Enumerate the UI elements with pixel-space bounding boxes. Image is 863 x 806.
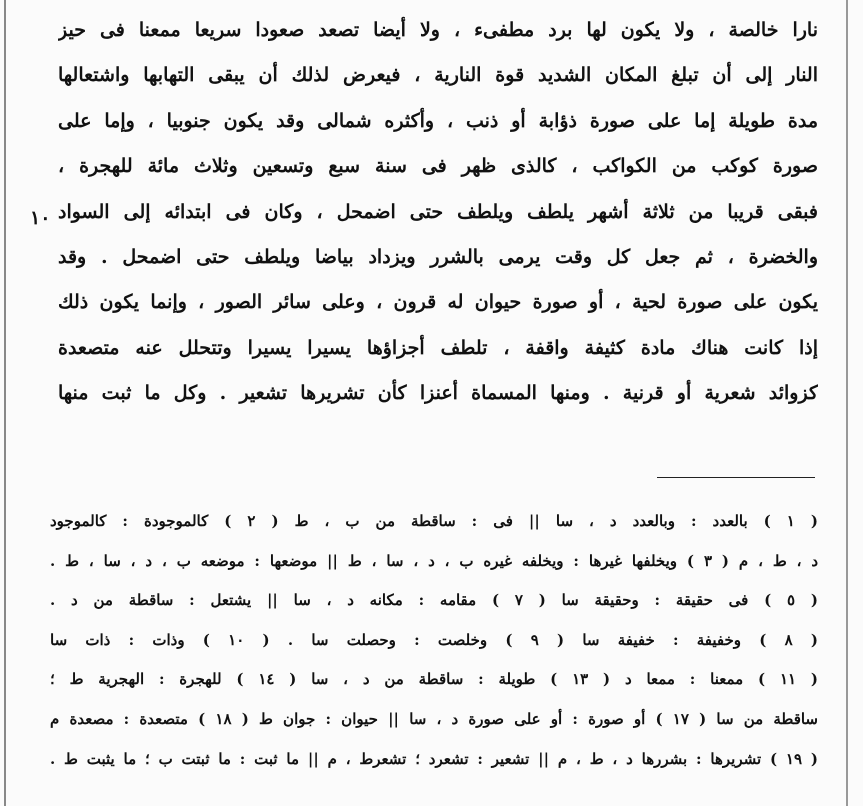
footnote-separator bbox=[657, 477, 815, 478]
main-text-line: كزوائد شعرية أو قرنية . ومنها المسماة أعنزا كأن تشريرها تشعير . وكل ما ثبت منها bbox=[58, 382, 818, 405]
main-text-line: فبقى قريبا من ثلاثة أشهر يلطف ويلطف حتى اضمحل ، وكان فى ابتدائه إلى السواد bbox=[58, 200, 818, 223]
footnotes-block bbox=[50, 502, 818, 779]
scan-edge-right bbox=[846, 0, 848, 806]
footnote-line: د ، ط ، م ( ٣ ) ويخلفها غيرها : ويخلفه غيره ب ، د ، سا ، ط || موضعها : موضعه ب ، د ، سا ، ط . bbox=[50, 551, 818, 570]
margin-line-number: ١٠ bbox=[30, 207, 51, 229]
footnote-line: ساقطة من سا ( ١٧ ) أو صورة : أو على صورة د ، سا || حيوان : جوان ط ( ١٨ ) متصعدة : مصعدة م bbox=[50, 709, 818, 728]
main-text-block bbox=[58, 8, 818, 417]
main-text-line: مدة طويلة إما على صورة ذؤابة أو ذنب ، وأكثره شمالى وقد يكون جنوبيا ، وإما على bbox=[58, 109, 818, 132]
main-text-line: والخضرة ، ثم جعل كل وقت يرمى بالشرر ويزداد بياضا ويلطف حتى اضمحل . وقد bbox=[58, 245, 818, 268]
footnote-line: ( ٨ ) وخفيفة : خفيفة سا ( ٩ ) وخلصت : وحصلت سا . ( ١٠ ) وذات : ذات سا bbox=[50, 630, 818, 649]
main-text-line: النار إلى أن تبلغ المكان الشديد قوة النارية ، فيعرض لذلك أن يبقى التهابها واشتعالها bbox=[58, 64, 818, 87]
scan-edge-left bbox=[4, 0, 6, 806]
footnote-line: ( ١٩ ) تشريرها : بشررها د ، ط ، م || تشعير : تشعرد ؛ تشعرط ، م || ما ثبت : ما ثبتت ب ؛ ما يثبت ط . bbox=[50, 749, 818, 768]
main-text-line: صورة كوكب من الكواكب ، كالذى ظهر فى سنة سبع وتسعين وثلاث مائة للهجرة ، bbox=[58, 155, 818, 178]
footnote-line: ( ١ ) بالعدد : وبالعدد د ، سا || فى : ساقطة من ب ، ط ( ٢ ) كالموجودة : كالموجود bbox=[50, 512, 818, 530]
main-text-line: نارا خالصة ، ولا يكون لها برد مطفىء ، ولا أيضا تصعد صعودا سريعا ممعنا فى حيز bbox=[58, 19, 818, 41]
footnote-line: ( ١١ ) ممعنا : ممعا د ( ١٣ ) طويلة : ساقطة من د ، سا ( ١٤ ) للهجرة : الهجرية ط ؛ bbox=[50, 670, 818, 689]
main-text-line: إذا كانت هناك مادة كثيفة واقفة ، تلطف أجزاؤها يسيرا يسيرا وتتحلل عنه متصعدة bbox=[58, 336, 818, 359]
main-text-line: يكون على صورة لحية ، أو صورة حيوان له قرون ، وعلى سائر الصور ، وإنما يكون ذلك bbox=[58, 291, 818, 314]
footnote-line: ( ٥ ) فى حقيقة : وحقيقة سا ( ٧ ) مقامه : مكانه د ، سا || يشتعل : ساقطة من د . bbox=[50, 591, 818, 610]
